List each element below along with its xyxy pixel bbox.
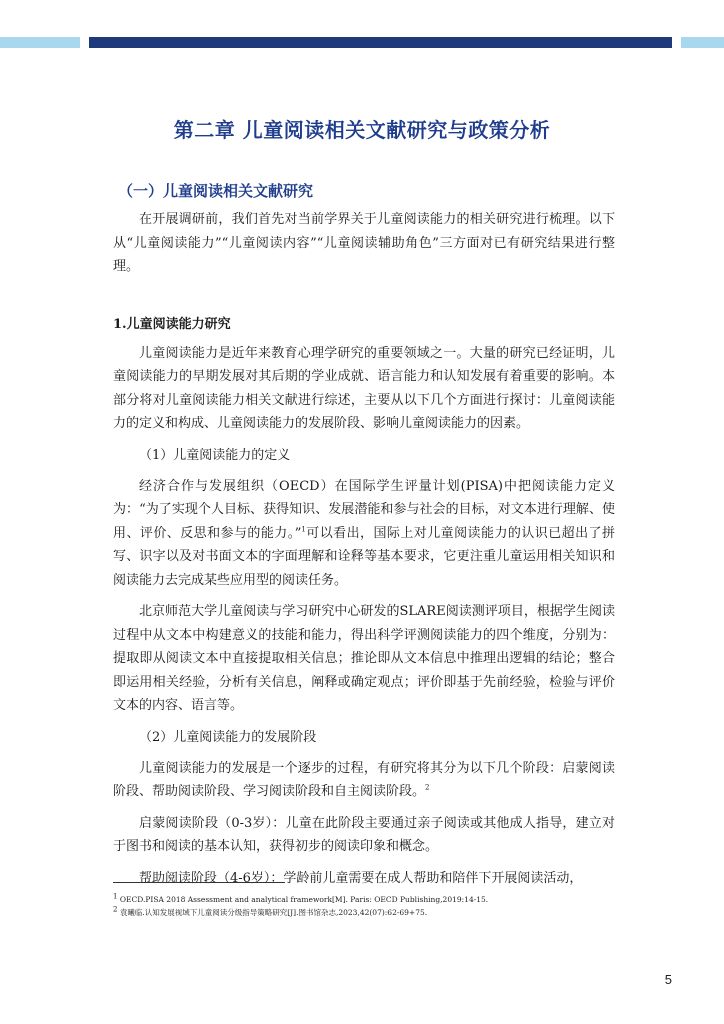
sub2-paragraph-1-text: 儿童阅读能力的发展是一个逐步的过程，有研究将其分为以下几个阶段：启蒙阅读阶段、帮助阅读阶段、学习阅读阶段和自主阅读阶段。 (113, 760, 615, 799)
footnotes (113, 893, 633, 919)
part1-paragraph: 儿童阅读能力是近年来教育心理学研究的重要领域之一。大量的研究已经证明，儿童阅读能力的早期发展对其后期的学业成就、语言能力和认知发展有着重要的影响。本部分将对儿童阅读能力相关文献进行综述，主要从以下几个方面进行探讨：儿童阅读能力的定义和构成、儿童阅读能力的发展阶段、影响儿童阅读能力的因素。 (113, 345, 615, 431)
section-intro: 在开展调研前，我们首先对当前学界关于儿童阅读能力的相关研究进行梳理。以下从“儿童阅读能力”“儿童阅读内容”“儿童阅读辅助角色”三方面对已有研究结果进行整理。 (113, 212, 615, 274)
footnote-ref-2: 2 (425, 783, 430, 792)
page-number: 5 (664, 972, 672, 987)
part1-heading: 1.儿童阅读能力研究 (113, 316, 231, 332)
sub1-paragraph-1-text-a: 经济合作与发展组织（OECD）在国际学生评量计划(PISA)中把阅读能力定义为：“为了实现个人目标、获得知识、发展潜能和参与社会的目标，对文本进行理解、使用、评价、反思和参与的能力。” (113, 478, 615, 541)
footnote-2-mark: 2 (113, 905, 118, 914)
footnote-2-text: 袁曦临.认知发展视域下儿童阅读分级指导策略研究[J].图书馆杂志,2023,42(07):62-69+75. (119, 908, 428, 917)
footnote-1-text: OECD.PISA 2018 Assessment and analytical framework[M]. Paris: OECD Publishing,2019:14-15. (119, 895, 489, 904)
header-band-main (89, 37, 672, 48)
chapter-title: 第二章 儿童阅读相关文献研究与政策分析 (173, 118, 551, 142)
body-content (113, 208, 615, 890)
section-heading: （一）儿童阅读相关文献研究 (118, 182, 314, 200)
sub1-paragraph-1 (113, 475, 615, 593)
header-band-right (681, 37, 724, 48)
sub1-paragraph-1-text-b: 可以看出，国际上对儿童阅读能力的认识已超出了拼写、识字以及对书面文本的字面理解和诠释等基本要求，它更注重儿童运用相关知识和阅读能力去完成某些应用型的阅读任务。 (113, 525, 615, 588)
sub1-paragraph-2: 北京师范大学儿童阅读与学习研究中心研发的SLARE阅读测评项目，根据学生阅读过程中从文本中构建意义的技能和能力，得出科学评测阅读能力的四个维度，分别为：提取即从阅读文本中直接提取相关信息；推论即从文本信息中推理出逻辑的结论；整合即运用相关经验，分析有关信息，阐释或确定观点；评价即基于先前经验，检验与评价文本的内容、语言等。 (113, 604, 615, 713)
sub2-paragraph-1 (113, 757, 615, 804)
footnote-1-mark: 1 (113, 892, 118, 901)
footnote-divider (113, 882, 285, 883)
footnote-2 (113, 906, 633, 919)
sub2-heading: （2）儿童阅读能力的发展阶段 (139, 729, 317, 745)
header-band-left (0, 37, 80, 48)
sub1-heading: （1）儿童阅读能力的定义 (139, 447, 291, 463)
sub2-paragraph-2: 启蒙阅读阶段（0-3岁）：儿童在此阶段主要通过亲子阅读或其他成人指导，建立对于图书和阅读的基本认知，获得初步的阅读印象和概念。 (113, 815, 615, 854)
sub2-paragraph-3: 帮助阅读阶段（4-6岁）：学龄前儿童需要在成人帮助和陪伴下开展阅读活动， (139, 870, 583, 886)
footnote-ref-1: 1 (301, 525, 306, 534)
footnote-1 (113, 893, 633, 906)
